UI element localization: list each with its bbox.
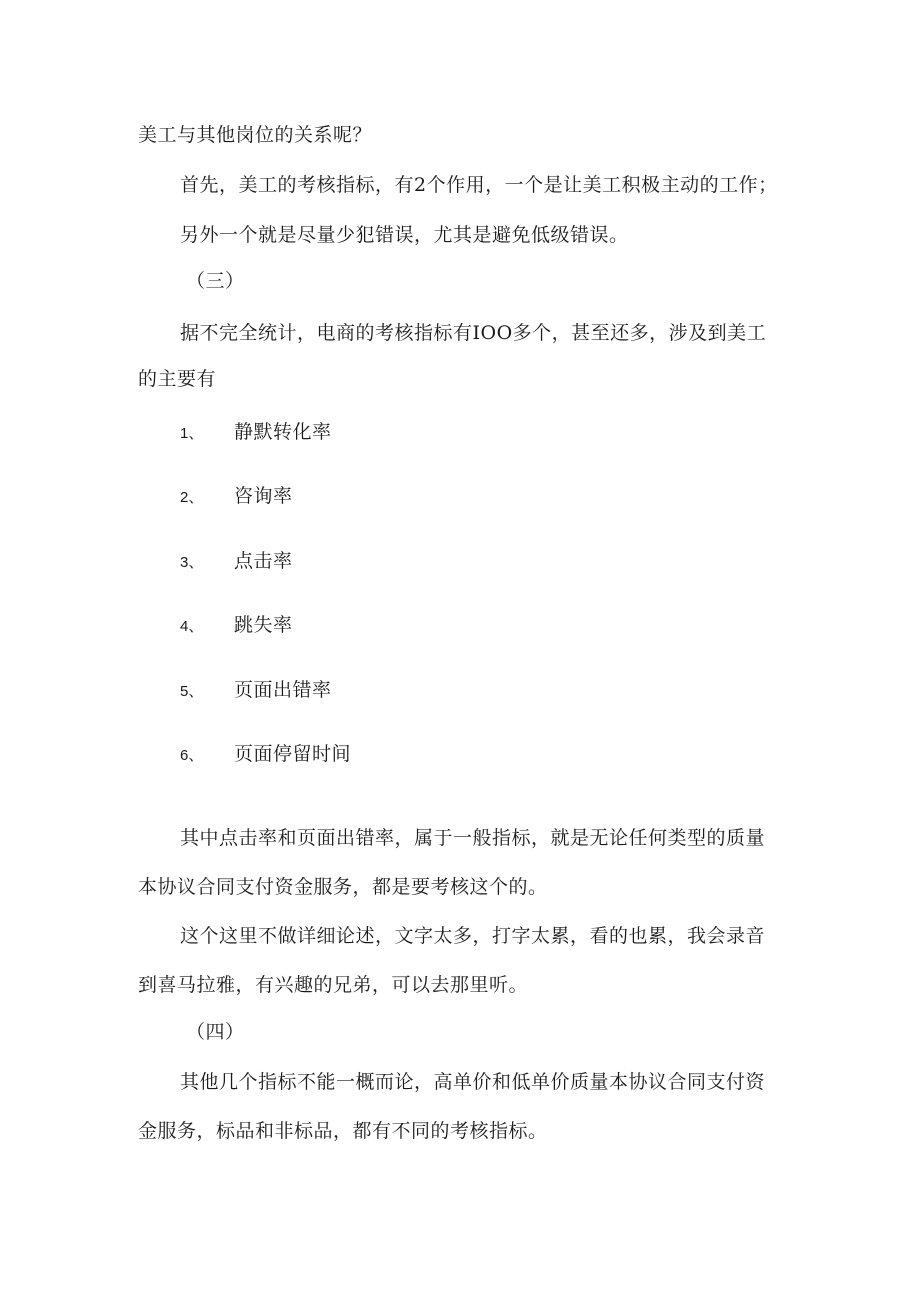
paragraph-line: 这个这里不做详细论述，文字太多，打字太累，看的也累，我会录音 bbox=[180, 925, 766, 947]
list-item-text: 页面停留时间 bbox=[234, 743, 352, 765]
list-item-text: 点击率 bbox=[234, 550, 293, 572]
list-item-number: 5、 bbox=[180, 683, 204, 700]
paragraph-line: 到喜马拉雅，有兴趣的兄弟，可以去那里听。 bbox=[138, 974, 529, 996]
list-item-text: 咨询率 bbox=[234, 485, 293, 507]
paragraph-line: 其中点击率和页面出错率，属于一般指标，就是无论任何类型的质量 bbox=[180, 827, 766, 849]
section-heading-4: （四） bbox=[186, 1021, 245, 1043]
list-item-number: 4、 bbox=[180, 618, 204, 635]
paragraph-line: 据不完全统计，电商的考核指标有IOO多个，甚至还多，涉及到美工 bbox=[180, 322, 767, 344]
paragraph-line: 本协议合同支付资金服务，都是要考核这个的。 bbox=[138, 876, 548, 898]
section-heading-3: （三） bbox=[186, 270, 245, 292]
list-item-number: 3、 bbox=[180, 554, 204, 571]
paragraph-line: 另外一个就是尽量少犯错误，尤其是避免低级错误。 bbox=[180, 224, 629, 246]
list-item-text: 页面出错率 bbox=[234, 679, 332, 701]
list-item-number: 6、 bbox=[180, 747, 204, 764]
paragraph-line: 的主要有 bbox=[138, 368, 217, 390]
list-item-text: 静默转化率 bbox=[234, 421, 332, 443]
list-item-text: 跳失率 bbox=[234, 614, 293, 636]
paragraph-line: 其他几个指标不能一概而论，高单价和低单价质量本协议合同支付资 bbox=[180, 1071, 766, 1093]
list-item-number: 2、 bbox=[180, 489, 204, 506]
paragraph-line: 美工与其他岗位的关系呢？ bbox=[138, 124, 373, 146]
paragraph-line: 金服务，标品和非标品，都有不同的考核指标。 bbox=[138, 1120, 548, 1142]
list-item-number: 1、 bbox=[180, 425, 204, 442]
paragraph-line: 首先，美工的考核指标，有2个作用，一个是让美工积极主动的工作； bbox=[180, 174, 778, 196]
